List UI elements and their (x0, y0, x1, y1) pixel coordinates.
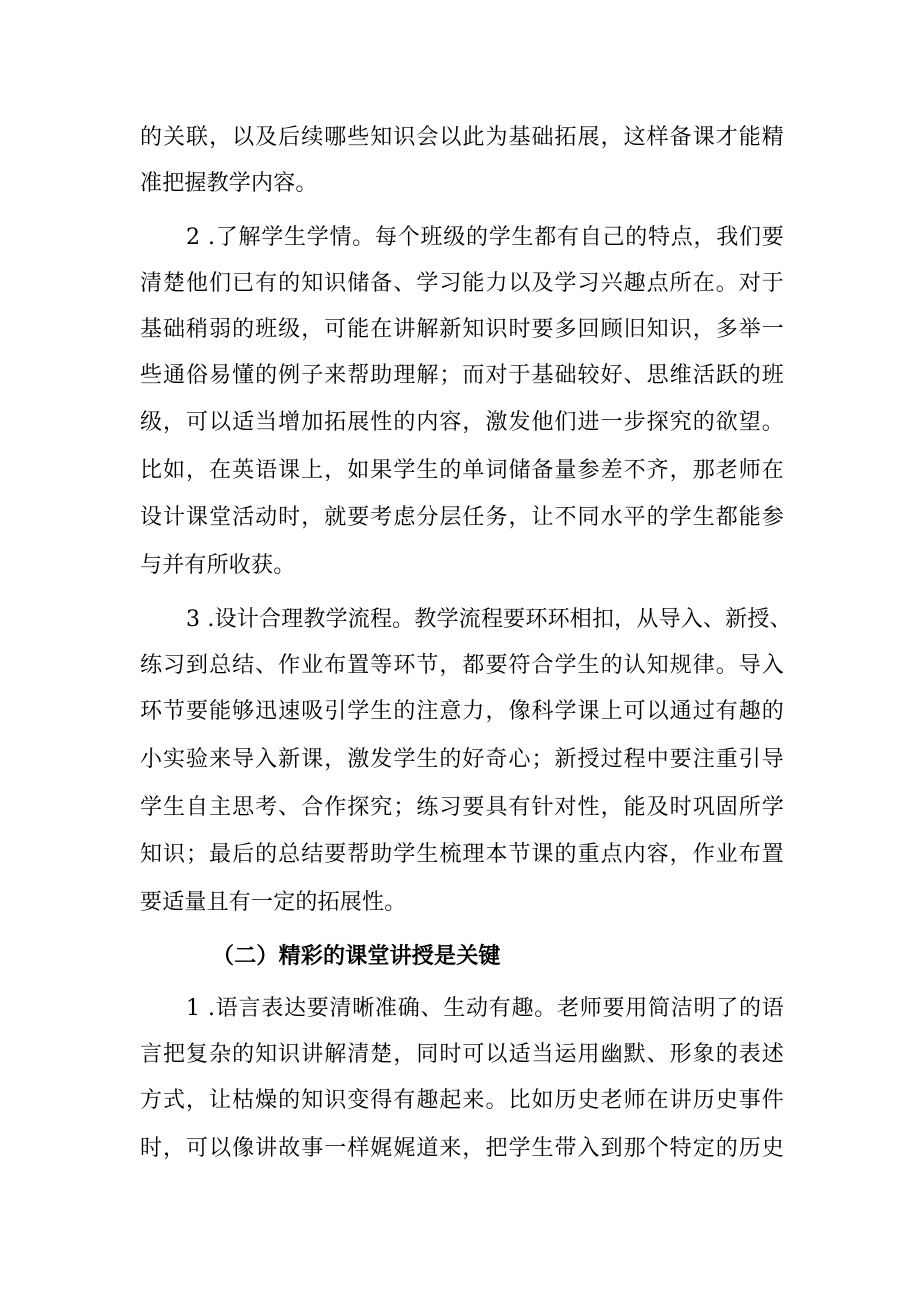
text-line: 知识；最后的总结要帮助学生梳理本节课的重点内容，作业布置 (140, 842, 784, 867)
text-line: 练习到总结、作业布置等环节，都要符合学生的认知规律。导入 (140, 653, 784, 678)
text-line: 学生自主思考、合作探究；练习要具有针对性，能及时巩固所学 (140, 795, 784, 820)
text-line: 准把握教学内容。 (140, 171, 318, 196)
text-line: 设计课堂活动时，就要考虑分层任务，让不同水平的学生都能参 (140, 505, 784, 530)
text-line: 级，可以适当增加拓展性的内容，激发他们进一步探究的欲望。 (140, 410, 784, 435)
text-line: 与并有所收获。 (140, 553, 296, 578)
text-line: 清楚他们已有的知识储备、学习能力以及学习兴趣点所在。对于 (140, 271, 784, 296)
paragraph-first-line: 1 .语言表达要清晰准确、生动有趣。老师要用简洁明了的语 (186, 996, 784, 1021)
text-line: 要适量且有一定的拓展性。 (140, 890, 407, 915)
text-line: 比如，在英语课上，如果学生的单词储备量参差不齐，那老师在 (140, 458, 784, 483)
text-line: 些通俗易懂的例子来帮助理解；而对于基础较好、思维活跃的班 (140, 363, 784, 388)
text-line: 小实验来导入新课，激发学生的好奇心；新授过程中要注重引导 (140, 747, 784, 772)
text-line: 的关联，以及后续哪些知识会以此为基础拓展，这样备课才能精 (140, 125, 784, 150)
text-line: 环节要能够迅速吸引学生的注意力，像科学课上可以通过有趣的 (140, 699, 784, 724)
text-line: 言把复杂的知识讲解清楚，同时可以适当运用幽默、形象的表述 (140, 1042, 784, 1067)
text-line: 基础稍弱的班级，可能在讲解新知识时要多回顾旧知识，多举一 (140, 317, 784, 342)
text-line: 时，可以像讲故事一样娓娓道来，把学生带入到那个特定的历史 (140, 1136, 784, 1161)
text-line: 方式，让枯燥的知识变得有趣起来。比如历史老师在讲历史事件 (140, 1088, 784, 1113)
section-heading: （二）精彩的课堂讲授是关键 (212, 944, 501, 969)
paragraph-first-line: 2 .了解学生学情。每个班级的学生都有自己的特点，我们要 (186, 225, 784, 250)
paragraph-first-line: 3 .设计合理教学流程。教学流程要环环相扣，从导入、新授、 (186, 607, 792, 632)
